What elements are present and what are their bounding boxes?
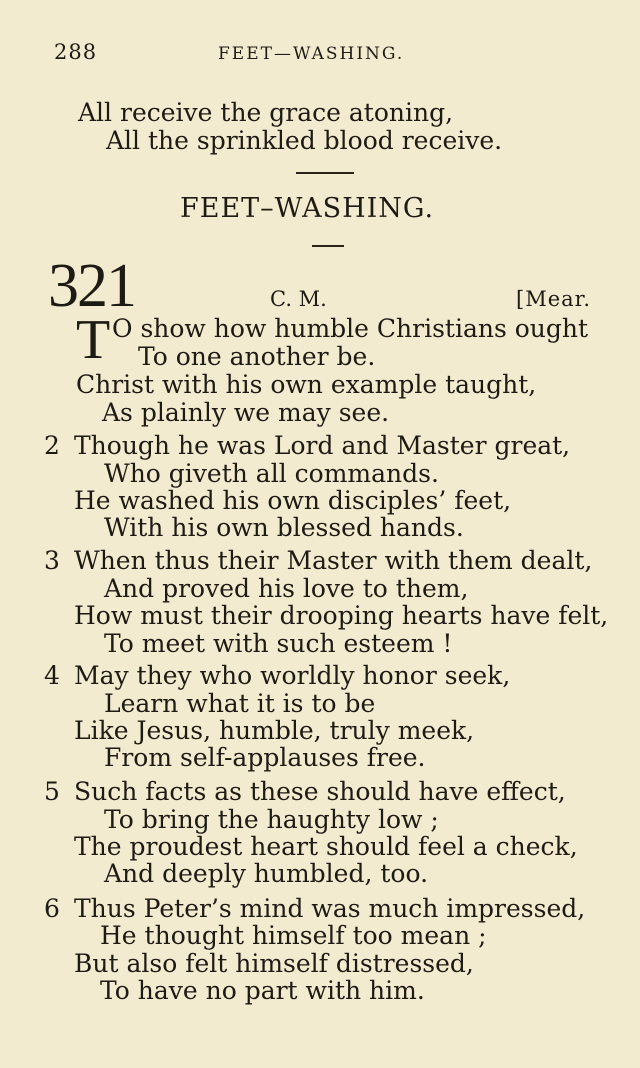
hymn-line: But also felt himself distressed, [74, 949, 474, 978]
hymn-line: From self-applauses free. [104, 743, 426, 772]
hymn-meter: C. M. [270, 287, 327, 311]
hymn-line: To one another be. [138, 342, 376, 371]
hymn-line: The proudest heart should feel a check, [74, 832, 578, 861]
hymn-line: How must their drooping hearts have felt, [74, 601, 609, 630]
hymn-line: And deeply humbled, too. [104, 859, 429, 888]
hymn-line: And proved his love to them, [104, 574, 469, 603]
stanza-number: 4 [44, 661, 60, 690]
hymn-line: Thus Peter’s mind was much impressed, [74, 894, 586, 923]
hymn-line: With his own blessed hands. [104, 513, 464, 542]
hymn-number: 321 [48, 252, 135, 320]
hymn-line: Christ with his own example taught, [76, 370, 537, 399]
hymn-line: When thus their Master with them dealt, [74, 546, 593, 575]
hymn-line: He thought himself too mean ; [100, 921, 487, 950]
hymn-line: To have no part with him. [100, 976, 425, 1005]
hymn-line: Though he was Lord and Master great, [74, 431, 571, 460]
hymn-line: Such facts as these should have effect, [74, 777, 566, 806]
stanza-number: 6 [44, 894, 60, 923]
hymn-line: To meet with such esteem ! [104, 629, 453, 658]
hymn-line: O show how humble Christians ought [112, 314, 589, 343]
hymn-line: Learn what it is to be [104, 689, 376, 718]
stanza-number: 5 [44, 777, 60, 806]
hymn-line: May they who worldly honor seek, [74, 661, 511, 690]
divider-rule [312, 245, 344, 247]
hymn-line: To bring the haughty low ; [104, 805, 439, 834]
previous-hymn-line: All the sprinkled blood receive. [106, 126, 503, 155]
section-title: FEET–WASHING. [180, 193, 435, 224]
stanza-number: 3 [44, 546, 60, 575]
divider-rule [296, 172, 354, 174]
page-number: 288 [54, 40, 98, 64]
previous-hymn-line: All receive the grace atoning, [78, 98, 454, 127]
stanza-number: 2 [44, 431, 60, 460]
hymn-line: Like Jesus, humble, truly meek, [74, 716, 475, 745]
hymn-line: As plainly we may see. [102, 398, 390, 427]
hymn-tune: [Mear. [516, 287, 592, 311]
hymn-line: Who giveth all commands. [104, 459, 439, 488]
running-title: FEET—WASHING. [218, 44, 405, 64]
hymn-line: He washed his own disciples’ feet, [74, 486, 512, 515]
drop-cap: T [76, 309, 111, 371]
